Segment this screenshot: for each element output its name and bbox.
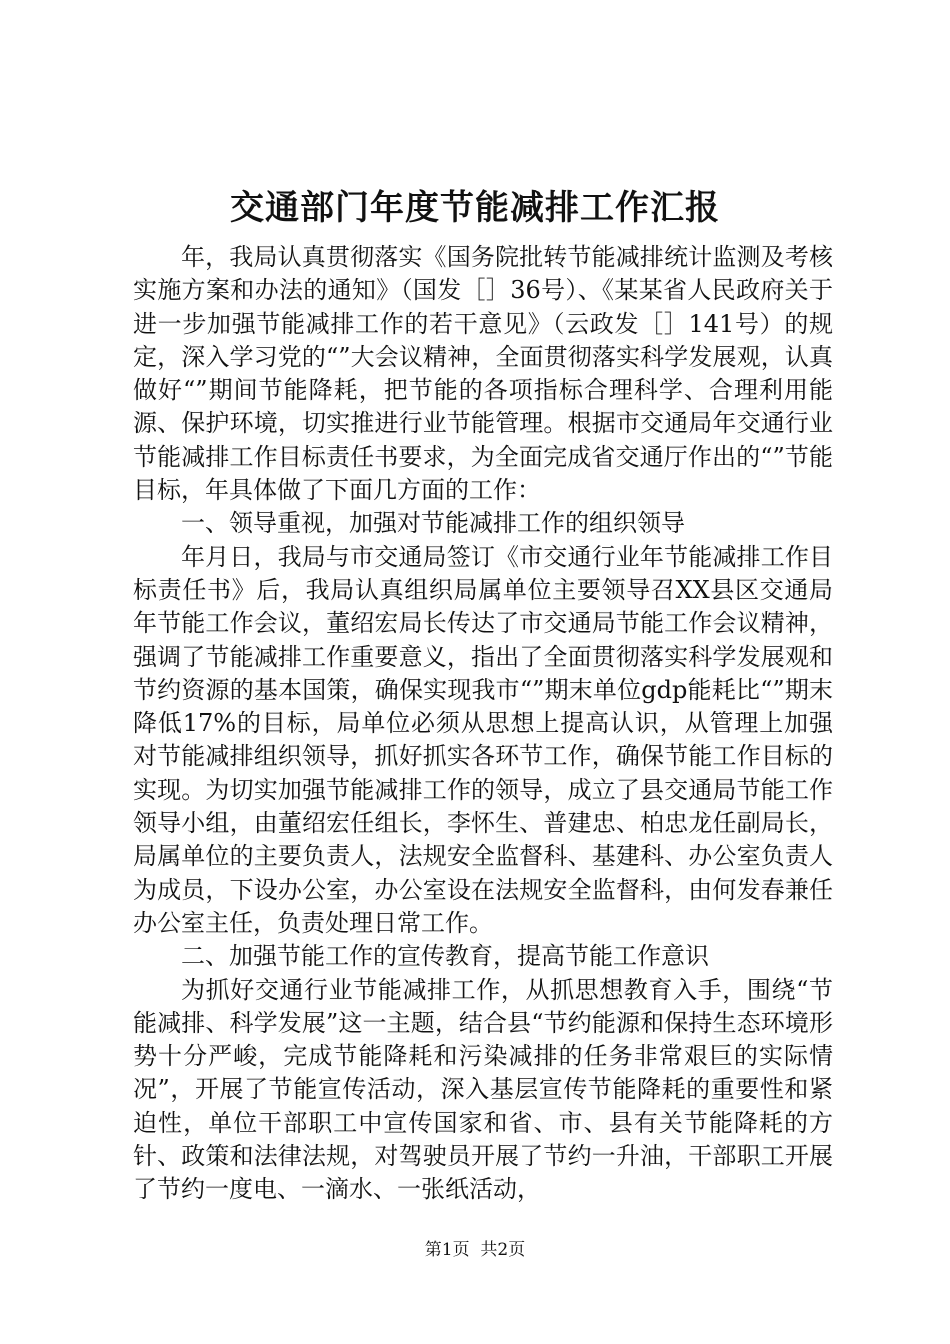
paragraph-section-2: 为抓好交通行业节能减排工作，从抓思想教育入手，围绕“节能减排、科学发展”这一主题，结合县“节约能源和保持生态环境形势十分严峻，完成节能降耗和污染减排的任务非常艰巨的实际情况”，开展了节能宣传活动，深入基层宣传节能降耗的重要性和紧迫性，单位干部职工中宣传国家和省、市、县有关节能降耗的方针、政策和法律法规，对驾驶员开展了节约一升油，干部职工开展了节约一度电、一滴水、一张纸活动， (133, 975, 833, 1204)
paragraph-section-1: 年月日，我局与市交通局签订《市交通行业年节能减排工作目标责任书》后，我局认真组织局属单位主要领导召XX县区交通局年节能工作会议，董绍宏局长传达了市交通局节能工作会议精神，强调了节能减排工作重要意义，指出了全面贯彻落实科学发展观和节约资源的基本国策，确保实现我市“”期末单位gdp能耗比“”期末降低17%的目标，局单位必须从思想上提高认识，从管理上加强对节能减排组织领导，抓好抓实各环节工作，确保节能工作目标的实现。为切实加强节能减排工作的领导，成立了县交通局节能工作领导小组，由董绍宏任组长，李怀生、普建忠、柏忠龙任副局长，局属单位的主要负责人，法规安全监督科、基建科、办公室负责人为成员，下设办公室，办公室设在法规安全监督科，由何发春兼任办公室主任，负责处理日常工作。 (133, 542, 833, 937)
page-number: 第1页 (424, 1240, 470, 1260)
page-footer (0, 1238, 950, 1262)
page-total: 共2页 (480, 1240, 526, 1260)
paragraph-intro: 年，我局认真贯彻落实《国务院批转节能减排统计监测及考核实施方案和办法的通知》（国发［］36号）、《某某省人民政府关于进一步加强节能减排工作的若干意见》（云政发［］141号）的规定，深入学习党的“”大会议精神，全面贯彻落实科学发展观，认真做好“”期间节能降耗，把节能的各项指标合理科学、合理利用能源、保护环境，切实推进行业节能管理。根据市交通局年交通行业节能减排工作目标责任书要求，为全面完成省交通厅作出的“”节能目标，年具体做了下面几方面的工作： (133, 243, 833, 505)
section-heading-2: 二、加强节能工作的宣传教育，提高节能工作意识 (181, 942, 709, 971)
document-title: 交通部门年度节能减排工作汇报 (230, 188, 720, 228)
document-body (133, 241, 833, 1207)
section-heading-1: 一、领导重视，加强对节能减排工作的组织领导 (181, 509, 685, 538)
